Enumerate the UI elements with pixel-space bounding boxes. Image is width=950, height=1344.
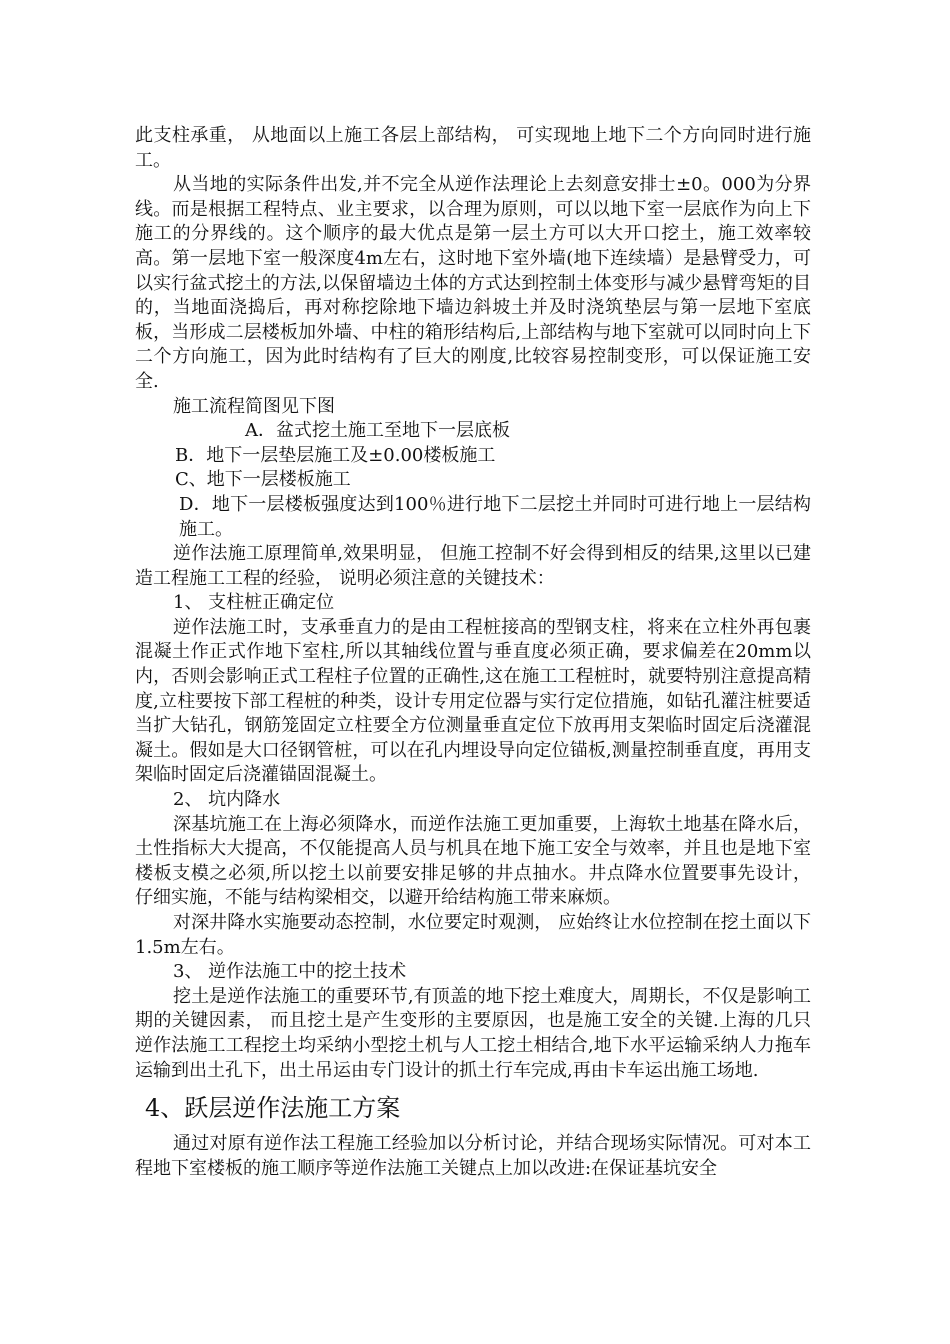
list-item-step-a: A．盆式挖土施工至地下一层底板: [245, 420, 510, 442]
paragraph-excavation: 挖土是逆作法施工的重要环节,有顶盖的地下挖土难度大，周期长，不仅是影响工期的关键因素， 而且挖土是产生变形的主要原因，也是施工安全的关键.上海的几只逆作法施工工程挖土均采纳小型挖土机与人工挖土相结合,地下水平运输采纳人力拖车运输到出土孔下，出土吊运由专门设计的抓土行车完成,再由卡车运出施工场地.: [135, 985, 811, 1081]
list-item-step-c: C、地下一层楼板施工: [175, 469, 351, 491]
paragraph-local-conditions: 从当地的实际条件出发,并不完全从逆作法理论上去刻意安排士±0。000为分界线。而是根据工程特点、业主要求，以合理为原则，可以以地下室一层底作为向上下施工的分界线的。这个顺序的最大优点是第一层土方可以大开口挖土，施工效率较高。第一层地下室一般深度4m左右，这时地下室外墙(地下连续墙）是悬臂受力，可以实行盆式挖土的方法,以保留墙边土体的方式达到控制土体变形与减少悬臂弯矩的目的，当地面浇捣后，再对称挖除地下墙边斜坡土并及时浇筑垫层与第一层地下室底板，当形成二层楼板加外墙、中柱的箱形结构后,上部结构与地下室就可以同时向上下二个方向施工，因为此时结构有了巨大的刚度,比较容易控制变形，可以保证施工安全.: [135, 174, 811, 392]
section-heading: 4、跃层逆作法施工方案: [145, 1094, 401, 1123]
paragraph-closing: 通过对原有逆作法工程施工经验加以分析讨论，并结合现场实际情况。可对本工程地下室楼板的施工顺序等逆作法施工关键点上加以改进:在保证基坑安全: [135, 1133, 811, 1179]
paragraph-dewatering: 深基坑施工在上海必须降水，而逆作法施工更加重要，上海软土地基在降水后，土性指标大大提高，不仅能提高人员与机具在地下施工安全与效率，并且也是地下室楼板支模之必须,所以挖土以前要安排足够的井点抽水。井点降水位置要事先设计， 仔细实施，不能与结构梁相交，以避开给结构施工带来麻烦。: [135, 813, 811, 909]
list-item-step-d: D．地下一层楼板强度达到100％进行地下二层挖土并同时可进行地上一层结构施工。: [179, 493, 811, 540]
document-body: [135, 124, 811, 1181]
paragraph-support-column: 此支柱承重， 从地面以上施工各层上部结构， 可实现地上地下二个方向同时进行施工。: [135, 125, 811, 171]
subheading-excavation: 3、 逆作法施工中的挖土技术: [173, 961, 407, 983]
subheading-dewatering: 2、 坑内降水: [173, 789, 281, 811]
list-item-step-b: B．地下一层垫层施工及±0.00楼板施工: [175, 444, 496, 466]
paragraph-column-positioning: 逆作法施工时，支承垂直力的是由工程桩接高的型钢支柱，将来在立柱外再包裹混凝土作正式作地下室柱,所以其轴线位置与垂直度必须正确，要求偏差在20mm以内，否则会影响正式工程柱子位置的正确性,这在施工工程桩时，就要特别注意提高精度,立柱要按下部工程桩的种类，设计专用定位器与实行定位措施，如钻孔灌注桩要适当扩大钻孔，钢筋笼固定立柱要全方位测量垂直定位下放再用支架临时固定后浇灌混凝土。假如是大口径钢管桩，可以在孔内埋设导向定位锚板,测量控制垂直度，再用支架临时固定后浇灌锚固混凝土。: [135, 616, 811, 786]
subheading-column-positioning: 1、 支柱桩正确定位: [173, 592, 335, 614]
paragraph-deep-well: 对深井降水实施要动态控制，水位要定时观测， 应始终让水位控制在挖土面以下1.5m左右。: [135, 912, 811, 958]
paragraph-flow-chart-intro: 施工流程简图见下图: [173, 395, 335, 417]
paragraph-key-technologies: 逆作法施工原理简单,效果明显， 但施工控制不好会得到相反的结果,这里以已建造工程施工工程的经验， 说明必须注意的关键技术：: [135, 543, 811, 589]
